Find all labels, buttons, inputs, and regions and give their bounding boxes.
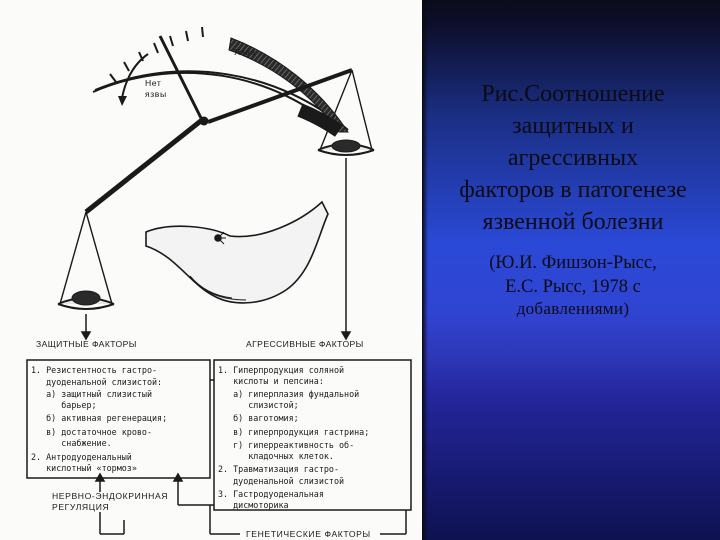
protective-item: а) защитный слизистый (31, 389, 153, 399)
title-line: язвенной болезни (482, 209, 664, 235)
aggressive-item: кислоты и пепсина: (218, 376, 324, 386)
ulcer-label: Язва (234, 47, 256, 57)
protective-item: кислотный «тормоз» (31, 463, 137, 473)
balance-beam (86, 36, 352, 212)
no-ulcer-label-line2: язвы (145, 89, 167, 99)
title-line: Рис.Соотношение (481, 81, 665, 107)
no-ulcer-label-line1: Нет (145, 78, 162, 88)
neuro-label-line1: НЕРВНО-ЭНДОКРИННАЯ (52, 491, 169, 501)
title-line: факторов в патогенезе (459, 177, 687, 203)
protective-item: в) достаточное крово- (31, 427, 153, 437)
left-pan (58, 212, 114, 309)
aggressive-item: 1. Гиперпродукция соляной (218, 365, 345, 375)
protective-item: б) активная регенерация; (31, 413, 168, 423)
aggressive-item: а) гиперплазия фундальной (218, 389, 360, 399)
aggressive-item: дуоденальной слизистой (218, 476, 345, 486)
aggressive-list (218, 365, 369, 510)
title-line: агрессивных (507, 145, 639, 171)
aggressive-item: 2. Травматизация гастро- (218, 464, 340, 474)
authors-line: Е.С. Рысс, 1978 с (505, 277, 641, 297)
aggressive-item: 3. Гастродуоденальная (218, 489, 324, 499)
caption-panel (422, 0, 720, 540)
protective-item: 2. Антродуоденальный (31, 452, 132, 462)
title-line: защитных и (512, 113, 634, 139)
aggressive-header: АГРЕССИВНЫЕ ФАКТОРЫ (246, 339, 364, 349)
protective-item: дуоденальной слизистой: (31, 377, 163, 387)
authors-line: (Ю.И. Фишзон-Рысс, (489, 253, 657, 273)
slide-title (426, 78, 720, 238)
aggressive-item: г) гиперреактивность об- (218, 440, 355, 450)
protective-item: снабжение. (31, 438, 112, 448)
stomach-drawing (146, 202, 328, 303)
protective-item: барьер; (31, 400, 97, 410)
neuro-label-line2: РЕГУЛЯЦИЯ (52, 502, 110, 512)
aggressive-item: б) ваготомия; (218, 413, 299, 423)
aggressive-item: дисмоторика (218, 500, 289, 510)
protective-list (31, 365, 167, 473)
genetic-label: ГЕНЕТИЧЕСКИЕ ФАКТОРЫ (246, 529, 371, 539)
aggressive-item: слизистой; (218, 400, 299, 410)
authors (426, 251, 720, 299)
protective-header: ЗАЩИТНЫЕ ФАКТОРЫ (36, 339, 137, 349)
aggressive-item: кладочных клеток. (218, 451, 334, 461)
authors-note: добавлениями) (516, 299, 630, 318)
aggressive-item: в) гиперпродукция гастрина; (218, 427, 370, 437)
protective-item: 1. Резистентность гастро- (31, 365, 158, 375)
